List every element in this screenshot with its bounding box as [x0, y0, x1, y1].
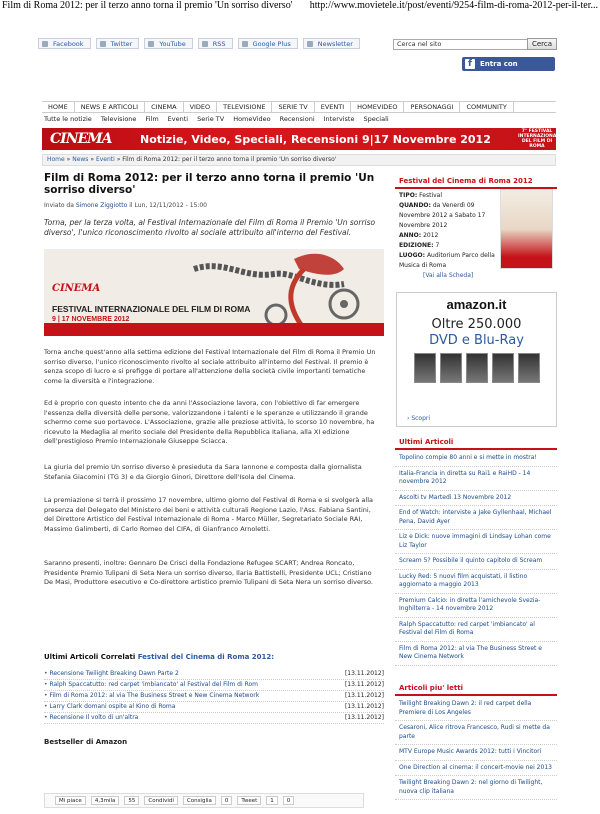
nav-cinema[interactable]: CINEMA	[145, 102, 183, 112]
list-item[interactable]: Liz e Dick: nuove immagini di Lindsay Lohan come Liz Taylor	[395, 530, 557, 554]
search-input[interactable]: Cerca nel sito	[393, 39, 530, 50]
page-title: Film di Roma 2012: per il terzo anno torna il premio 'Un sorriso diverso'	[44, 172, 375, 196]
like-button[interactable]: Mi piace	[55, 796, 86, 805]
edizione-label: EDIZIONE:	[399, 242, 434, 249]
amazon-ad[interactable]	[396, 292, 557, 427]
related-list	[44, 669, 384, 724]
related-date: [13.11.2012]	[344, 681, 384, 688]
subnav-homevideo[interactable]: HomeVideo	[233, 115, 271, 123]
list-item[interactable]: Film di Roma 2012: al via The Business Street e New Cinema Network	[395, 642, 557, 666]
article-paragraph-4: La premiazione si terrà il prossimo 17 novembre, ultimo giorno del Festival di Roma e si svolgerà alla presenza del Delegato del Ministero dei beni e attività culturali Regione Lazio, l'Ass. Fabiana Santini, del Direttore Artistico del Festival Internazionale di Roma - Marco Müller, Segretariato Sociale RAI, Massimo Galimberti, di Carlo Romeo del CIFA, di Gianfranco Arnoletti.	[44, 496, 374, 533]
dvd-cover	[466, 353, 488, 383]
subnav-film[interactable]: Film	[145, 115, 159, 123]
consiglia-count: 0	[221, 796, 233, 805]
festival-banner[interactable]	[42, 128, 563, 150]
subnav-recensioni[interactable]: Recensioni	[279, 115, 315, 123]
luogo-value: Auditorium Parco della Musica di Roma	[399, 252, 495, 269]
festival-image	[44, 249, 384, 336]
edizione-value: 7	[435, 242, 440, 249]
nav-news[interactable]: NEWS E ARTICOLI	[75, 102, 145, 112]
letti-heading: Articoli piu' letti	[395, 683, 557, 696]
article-paragraph-1: Torna anche quest'anno alla settima edizione del Festival Internazionale del Film di Roma il Premio Un sorriso diverso, l'unico riconoscimento rivolto al sociale attribuito all'interno del Festival. Il premio è senza scopo di lucro e si prefigge di portare all'attenzione della società civile importanti tematiche come la diversità e l'integrazione.	[44, 348, 376, 385]
subnav-tutte[interactable]: Tutte le notizie	[44, 115, 92, 123]
like-count: 4,3mila	[91, 796, 120, 805]
author-link[interactable]: Simone Ziggiotto	[75, 202, 128, 209]
subnav-serie-tv[interactable]: Serie TV	[197, 115, 225, 123]
dvd-cover	[440, 353, 462, 383]
related-date: [13.11.2012]	[344, 703, 384, 710]
browser-title: Film di Roma 2012: per il terzo anno torna il premio 'Un sorriso diverso'	[2, 0, 293, 11]
list-item[interactable]: Ralph Spaccatutto: red carpet 'imbiancato' al Festival del Film di Roma	[395, 618, 557, 642]
quando-value: da Venerdì 09 Novembre 2012 a Sabato 17 Novembre 2012	[399, 202, 486, 229]
amazon-line1: Oltre 250.000	[431, 317, 522, 332]
list-item[interactable]: Ascolti tv Martedì 13 Novembre 2012	[395, 491, 557, 507]
nav-video[interactable]: VIDEO	[184, 102, 218, 112]
amazon-line2: DVD e Blu-Ray	[429, 333, 524, 348]
list-item[interactable]: Twilight Breaking Dawn 2: nel giorno di Twilight, nuova clip italiana	[395, 776, 557, 800]
ultimi-heading: Ultimi Articoli	[395, 437, 557, 450]
related-link[interactable]: • Recensione Il volto di un'altra	[44, 713, 138, 723]
related-heading-text: Ultimi Articoli Correlati	[44, 653, 136, 661]
search-button[interactable]: Cerca	[527, 38, 557, 50]
quando-label: QUANDO:	[399, 202, 431, 209]
festival-info	[399, 191, 499, 271]
festival-luogo	[399, 251, 499, 271]
dvd-cover	[518, 353, 540, 383]
banner-side-text: 7° FESTIVAL INTERNAZIONALE DEL FILM DI ROMA	[518, 129, 563, 149]
list-item[interactable]: Premium Calcio: in diretta l'amichevole Svezia-Inghilterra - 14 novembre 2012	[395, 594, 557, 618]
related-date: [13.11.2012]	[344, 714, 384, 721]
letti-list	[395, 697, 557, 800]
dvd-covers	[397, 353, 556, 383]
breadcrumb: Home » News » Eventi » Film di Roma 2012: per il terzo anno torna il premio 'Un sorriso diverso'	[42, 154, 556, 166]
related-link[interactable]: • Ralph Spaccatutto: red carpet 'imbiancato' al Festival del Film di Rom	[44, 680, 258, 690]
browser-url: http://www.movietele.it/post/eventi/9254-film-di-roma-2012-per-il-ter...	[309, 0, 598, 11]
facebook-icon: f	[465, 59, 475, 69]
social-googleplus-link[interactable]: Google Plus	[238, 38, 298, 49]
list-item[interactable]: Topolino compie 80 anni e si mette in mostra!	[395, 451, 557, 467]
nav-home[interactable]: HOME	[42, 102, 75, 112]
breadcrumb-eventi[interactable]: Eventi	[95, 156, 115, 163]
list-item	[44, 713, 384, 724]
article-paragraph-3: La giuria del premio Un sorriso diverso è presieduta da Sara Iannone e composta dalla giornalista Stefania Giacomini (TG 3) e da Giorgio Ginori, Direttore dell'Isola del Cinema.	[44, 463, 362, 481]
amazon-logo: amazon.it	[446, 297, 507, 312]
related-heading	[44, 653, 274, 661]
plusone-count: 0	[283, 796, 295, 805]
nav-community[interactable]: COMMUNITY	[460, 102, 513, 112]
nav-personaggi[interactable]: PERSONAGGI	[404, 102, 460, 112]
festival-edizione	[399, 241, 499, 251]
related-link[interactable]: • Larry Clark domani ospite al Kino di Roma	[44, 702, 175, 712]
anno-value: 2012	[423, 232, 439, 239]
related-link[interactable]: • Film di Roma 2012: al via The Business Street e New Cinema Network	[44, 691, 259, 701]
festival-box-heading: Festival del Cinema di Roma 2012	[395, 176, 557, 189]
festival-poster-graphic	[44, 249, 384, 336]
festival-anno	[399, 231, 499, 241]
festival-poster-thumbnail[interactable]	[500, 189, 553, 269]
subnav-interviste[interactable]: Interviste	[323, 115, 355, 123]
tipo-value: Festival	[419, 192, 443, 199]
subnav-eventi[interactable]: Eventi	[167, 115, 189, 123]
list-item	[44, 669, 384, 680]
nav-televisione[interactable]: TELEVISIONE	[217, 102, 272, 112]
list-item[interactable]: Cesaroni, Alice ritrova Francesco, Rudi si mette da parte	[395, 721, 557, 745]
breadcrumb-current: Film di Roma 2012: per il terzo anno torna il premio 'Un sorriso diverso'	[122, 156, 337, 163]
list-item[interactable]: Italia-Francia in diretta su Rai1 e RaiHD - 14 novembre 2012	[395, 467, 557, 491]
tweet-count: 1	[266, 796, 278, 805]
subnav-speciali[interactable]: Speciali	[363, 115, 389, 123]
meta-prefix: Inviato da	[44, 202, 74, 209]
nav-homevideo[interactable]: HOMEVIDEO	[351, 102, 404, 112]
dvd-cover	[414, 353, 436, 383]
scopri-label: Scopri	[411, 415, 431, 422]
social-twitter-link[interactable]: Twitter	[96, 38, 140, 49]
festival-quando	[399, 201, 499, 231]
nav-serie-tv[interactable]: SERIE TV	[272, 102, 314, 112]
facebook-login-label: Entra con Facebook	[480, 60, 518, 82]
social-newsletter-link[interactable]: Newsletter	[303, 38, 360, 49]
share-count: 55	[124, 796, 139, 805]
meta-date: il Lun, 12/11/2012 - 15:00	[129, 202, 208, 209]
article-lead: Torna, per la terza volta, al Festival Internazionale del Film di Roma il Premio 'Un sorriso diverso', l'unico riconoscimento rivolto al sociale attribuito all'interno del Festival.	[44, 218, 376, 237]
anno-label: ANNO:	[399, 232, 422, 239]
subnav-televisione[interactable]: Televisione	[100, 115, 137, 123]
list-item	[44, 680, 384, 691]
dvd-cover	[492, 353, 514, 383]
related-date: [13.11.2012]	[344, 670, 384, 677]
related-date: [13.11.2012]	[344, 692, 384, 699]
ultimi-list	[395, 451, 557, 666]
browser-header	[0, 0, 600, 14]
related-link[interactable]: • Recensione Twilight Breaking Dawn Parte 2	[44, 669, 179, 679]
article-meta	[44, 202, 384, 209]
bestseller-heading: Bestseller di Amazon	[44, 738, 128, 746]
share-bar	[44, 793, 364, 808]
condividi-button[interactable]: Condividi	[144, 796, 178, 805]
tipo-label: TIPO:	[399, 192, 418, 199]
cinema-logo: CINEMA	[50, 131, 112, 147]
hero-logo: CINEMA	[52, 283, 101, 294]
hero-line2: 9 | 17 NOVEMBRE 2012	[52, 316, 130, 323]
list-item[interactable]: One Direction al cinema: il concert-movie nei 2013	[395, 761, 557, 777]
list-item[interactable]: Lucky Red: 5 nuovi film acquistati, il listino aggiornato a maggio 2013	[395, 570, 557, 594]
tweet-button[interactable]: Tweet	[237, 796, 261, 805]
main-nav	[42, 101, 556, 113]
luogo-label: LUOGO:	[399, 252, 426, 259]
nav-eventi[interactable]: EVENTI	[315, 102, 351, 112]
related-heading-link[interactable]: Festival del Cinema di Roma 2012:	[137, 653, 275, 661]
facebook-login-button[interactable]	[462, 57, 555, 82]
social-rss-link[interactable]: RSS	[198, 38, 233, 49]
sub-nav	[44, 115, 389, 123]
list-item[interactable]: End of Watch: interviste a Jake Gyllenhaal, Michael Pena, David Ayer	[395, 506, 557, 530]
amazon-scopri-link[interactable]: › Scopri	[407, 415, 431, 422]
social-facebook-link[interactable]: Facebook	[38, 38, 91, 49]
article-paragraph-2: Ed è proprio con questo intento che da anni l'Associazione lavora, con l'obiettivo di far emergere l'essenza della diversità delle persone, valorizzandone i talenti e le speranze e utilizzando il grande schermo come suo portavoce. L'Associazione, grazie alle preziose attività, lo scorso 10 novembre, ha ricevuto la Medaglia al merito sociale del Presidente della Repubblica Italiana, alla XI edizione dell'prestigioso Premio Internazionale Giuseppe Sciacca.	[44, 399, 375, 445]
list-item[interactable]: MTV Europe Music Awards 2012: tutti i Vincitori	[395, 745, 557, 761]
banner-text: Notizie, Video, Speciali, Recensioni 9|17 Novembre 2012	[140, 132, 491, 146]
list-item	[44, 691, 384, 702]
list-item	[44, 702, 384, 713]
vai-alla-scheda-link[interactable]: [Vai alla Scheda]	[423, 272, 474, 279]
article-header	[44, 172, 384, 238]
hero-line1: FESTIVAL INTERNAZIONALE DEL FILM DI ROMA	[52, 304, 251, 314]
breadcrumb-news[interactable]: News	[72, 156, 89, 163]
list-item[interactable]: Twilight Breaking Dawn 2: il red carpet della Premiere di Los Angeles	[395, 697, 557, 721]
festival-tipo	[399, 191, 499, 201]
breadcrumb-home[interactable]: Home	[47, 156, 65, 163]
article-paragraph-5: Saranno presenti, inoltre: Gennaro De Crisci della Fondazione Refugee SCART; Andrea Roncato, Presidente Premio Tulipani di Seta Nera un sorriso diverso, Ilaria Battistelli, Presidente UCL; Cristiano De Masi, Produttore esecutivo e Co-direttore artistico premio Tulipani di Seta Nera un sorriso diverso.	[44, 559, 373, 586]
social-youtube-link[interactable]: YouTube	[144, 38, 192, 49]
list-item[interactable]: Scream 5? Possibile il quinto capitolo di Scream	[395, 554, 557, 570]
consiglia-button[interactable]: Consiglia	[183, 796, 216, 805]
